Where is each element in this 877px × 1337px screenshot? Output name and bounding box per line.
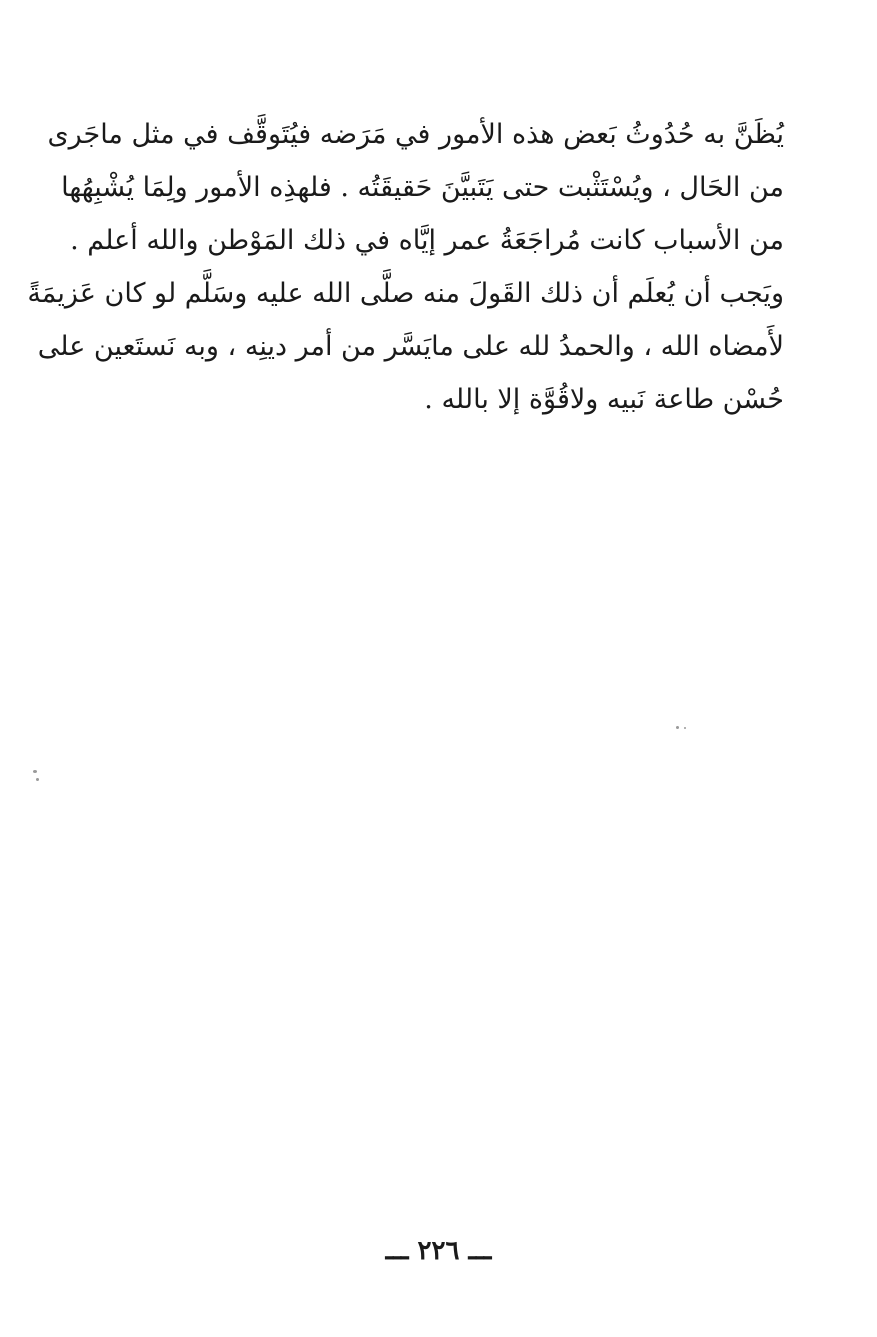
- scan-speck: [33, 770, 37, 773]
- scan-speck: [684, 727, 686, 729]
- scan-speck: [36, 778, 39, 781]
- page-number: ـــ ٢٢٦ ـــ: [385, 1236, 492, 1266]
- text-line: يُظَنَّ به حُدُوثُ بَعض هذه الأمور في مَرَضه فيُتَوقَّف في مثل ماجَرى: [47, 119, 784, 150]
- text-line: حُسْن طاعة نَبيه ولاقُوَّة إلا بالله .: [424, 384, 784, 415]
- text-line: من الحَال ، ويُسْتَثْبت حتى يَتَبيَّنَ حَقيقَتُه . فلهذِه الأمور ولِمَا يُشْبِهُها: [61, 172, 784, 203]
- scan-speck: [676, 726, 679, 729]
- body-paragraph: [27, 108, 784, 426]
- text-line: لأَمضاه الله ، والحمدُ لله على مايَسَّر من أمر دينِه ، وبه نَستَعين على: [37, 331, 784, 362]
- text-line: من الأسباب كانت مُراجَعَةُ عمر إيَّاه في ذلك المَوْطن والله أعلم .: [70, 225, 784, 256]
- text-line: ويَجب أن يُعلَم أن ذلك القَولَ منه صلَّى الله عليه وسَلَّم لو كان عَزيمَةً: [27, 278, 784, 309]
